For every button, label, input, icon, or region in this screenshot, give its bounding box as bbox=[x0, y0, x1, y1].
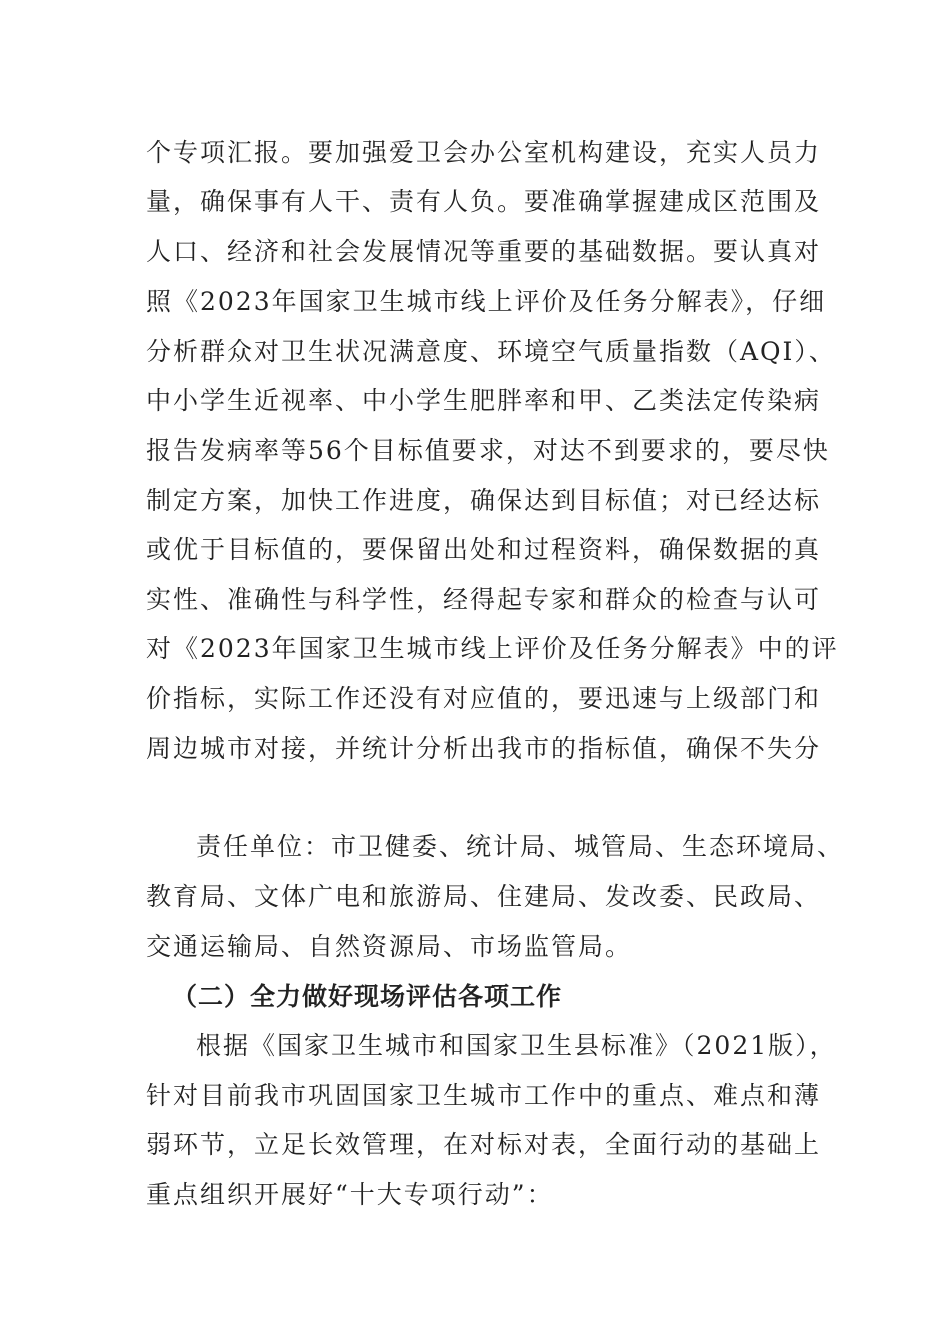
body-text-line: 制定方案，加快工作进度，确保达到目标值；对已经达标 bbox=[146, 486, 822, 515]
body-text-line: 价指标，实际工作还没有对应值的，要迅速与上级部门和 bbox=[146, 684, 822, 713]
body-text-line: 重点组织开展好“十大专项行动”： bbox=[146, 1180, 554, 1209]
body-text-line: 个专项汇报。要加强爱卫会办公室机构建设，充实人员力 bbox=[146, 138, 822, 167]
body-text-line: 报告发病率等56个目标值要求，对达不到要求的，要尽快 bbox=[146, 436, 830, 465]
section-heading: （二）全力做好现场评估各项工作 bbox=[172, 982, 563, 1011]
responsibility-line: 责任单位：市卫健委、统计局、城管局、生态环境局、 bbox=[196, 832, 845, 861]
responsibility-line: 教育局、文体广电和旅游局、住建局、发改委、民政局、 bbox=[146, 882, 822, 911]
body-text-line: 中小学生近视率、中小学生肥胖率和甲、乙类法定传染病 bbox=[146, 386, 822, 415]
body-text-line: 人口、经济和社会发展情况等重要的基础数据。要认真对 bbox=[146, 237, 822, 266]
body-text-line: 或优于目标值的，要保留出处和过程资料，确保数据的真 bbox=[146, 535, 822, 564]
body-text-line: 分析群众对卫生状况满意度、环境空气质量指数（AQI）、 bbox=[146, 337, 836, 366]
body-text-line: 弱环节，立足长效管理，在对标对表，全面行动的基础上 bbox=[146, 1130, 822, 1159]
body-text-line: 根据《国家卫生城市和国家卫生县标准》（2021版）， bbox=[196, 1031, 837, 1060]
body-text-line: 对《2023年国家卫生城市线上评价及任务分解表》中的评 bbox=[146, 634, 839, 663]
body-text-line: 针对目前我市巩固国家卫生城市工作中的重点、难点和薄 bbox=[146, 1081, 822, 1110]
body-text-line: 实性、准确性与科学性，经得起专家和群众的检查与认可 bbox=[146, 585, 822, 614]
responsibility-line: 交通运输局、自然资源局、市场监管局。 bbox=[146, 932, 633, 961]
body-text-line: 量，确保事有人干、责有人负。要准确掌握建成区范围及 bbox=[146, 187, 822, 216]
body-text-line: 照《2023年国家卫生城市线上评价及任务分解表》，仔细 bbox=[146, 287, 827, 316]
body-text-line: 周边城市对接，并统计分析出我市的指标值，确保不失分 bbox=[146, 734, 822, 763]
